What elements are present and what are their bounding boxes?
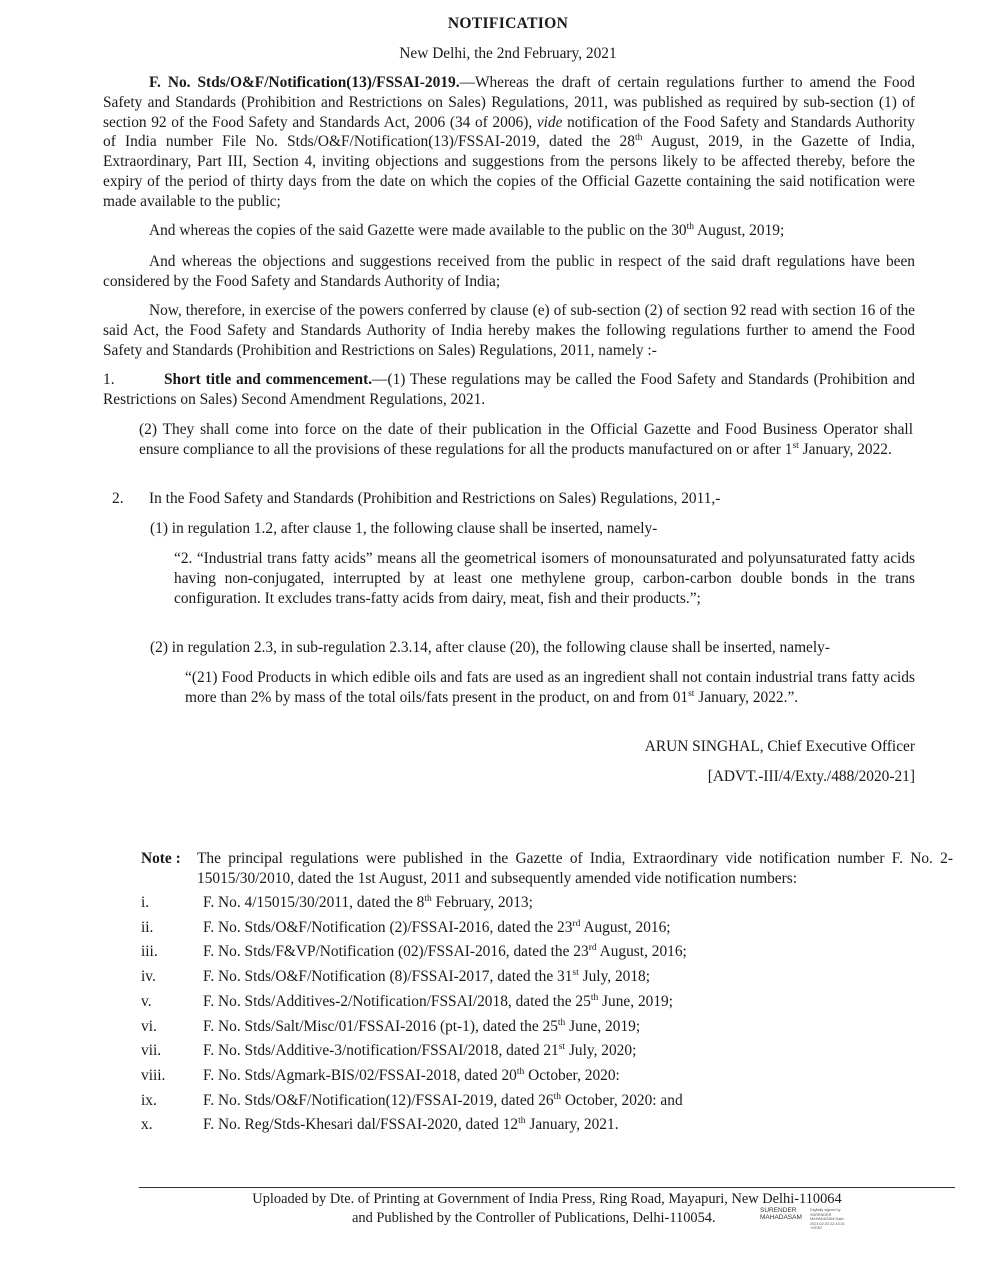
amendment-item-number: vi. <box>141 1018 157 1035</box>
section-2-number: 2. <box>112 490 124 507</box>
note-text: The principal regulations were published in the Gazette of India, Extraordinary vide notification number F. No. 2-15015/30/2010, dated the 1st August, 2011 and subsequently amended vide notification numbers: <box>197 850 953 887</box>
amendment-item: F. No. Reg/Stds-Khesari dal/FSSAI-2020, dated 12th January, 2021. <box>203 1116 619 1133</box>
amendment-item-number: x. <box>141 1116 153 1133</box>
amendment-item-number: ii. <box>141 919 154 936</box>
preamble-paragraph-4: Now, therefore, in exercise of the powers conferred by clause (e) of sub-section (2) of section 92 read with section 16 of the said Act, the Food Safety and Standards Authority of India hereby makes the following regulations further to amend the Food Safety and Standards (Prohibition and Restrictions on Sales) Regulations, 2011, namely :- <box>103 302 915 359</box>
section-2-clause-1: (1) in regulation 1.2, after clause 1, the following clause shall be inserted, namely- <box>150 520 658 537</box>
footer-rule <box>139 1187 955 1188</box>
signatory-name: ARUN SINGHAL, Chief Executive Officer <box>644 738 915 755</box>
preamble-paragraph-1: F. No. Stds/O&F/Notification(13)/FSSAI-2019.—Whereas the draft of certain regulations further to amend the Food Safety and Standards (Prohibition and Restrictions on Sales) Regulations, 2011, was published as required by sub-section (1) of section 92 of the Food Safety and Standards Act, 2006 (34 of 2006), vide notification of the Food Safety and Standards Authority of India number File No. Stds/O&F/Notification(13)/FSSAI-2019, dated the 28th August, 2019, in the Gazette of India, Extraordinary, Part III, Section 4, inviting objections and suggestions from the persons likely to be affected thereby, before the expiry of the period of thirty days from the date on which the copies of the Official Gazette containing the said notification were made available to the public; <box>103 74 915 210</box>
amendment-item: F. No. Stds/Additives-2/Notification/FSSAI/2018, dated the 25th June, 2019; <box>203 993 674 1010</box>
preamble-paragraph-2: And whereas the copies of the said Gazette were made available to the public on the 30th August, 2019; <box>149 222 785 239</box>
amendment-item-number: viii. <box>141 1067 166 1084</box>
digital-signature-name: SURENDER MAHADASAM <box>760 1207 802 1221</box>
amendment-item-number: vii. <box>141 1042 162 1059</box>
amendment-item-number: i. <box>141 894 150 911</box>
amendment-item: F. No. Stds/O&F/Notification(12)/FSSAI-2019, dated 26th October, 2020: and <box>203 1092 683 1109</box>
amendment-item: F. No. Stds/O&F/Notification (8)/FSSAI-2017, dated the 31st July, 2018; <box>203 968 651 985</box>
section-2-clause-2: (2) in regulation 2.3, in sub-regulation 2.3.14, after clause (20), the following clause shall be inserted, namely- <box>150 639 830 656</box>
amendment-item: F. No. Stds/Additive-3/notification/FSSAI/2018, dated 21st July, 2020; <box>203 1042 637 1059</box>
vide-word: vide <box>536 113 563 131</box>
amendment-item: F. No. Stds/F&VP/Notification (02)/FSSAI-2016, dated the 23rd August, 2016; <box>203 943 687 960</box>
amendment-item-number: ix. <box>141 1092 157 1109</box>
amendment-item-number: iv. <box>141 968 156 985</box>
advertisement-number: [ADVT.-III/4/Exty./488/2020-21] <box>707 768 915 785</box>
amendment-item: F. No. Stds/O&F/Notification (2)/FSSAI-2016, dated the 23rd August, 2016; <box>203 919 671 936</box>
amendment-item: F. No. Stds/Agmark-BIS/02/FSSAI-2018, dated 20th October, 2020: <box>203 1067 620 1084</box>
note-label: Note : <box>141 850 181 867</box>
file-reference: F. No. Stds/O&F/Notification(13)/FSSAI-2019. <box>149 74 460 91</box>
section-2-quote-1: “2. “Industrial trans fatty acids” means all the geometrical isomers of monounsaturated and polyunsaturated fatty acids having non-conjugated, interrupted by at least one methylene group, carbon-carbon double bonds in the trans configuration. It excludes trans-fatty acids from dairy, meat, fish and their products.”; <box>174 550 915 607</box>
section-1-text: Short title and commencement.—(1) These regulations may be called the Food Safety and Standards (Prohibition and Restrictions on Sales) Second Amendment Regulations, 2021. <box>103 371 915 408</box>
page-title: NOTIFICATION <box>447 15 569 32</box>
section-1-number: 1. <box>103 371 115 388</box>
digital-signature-detail: Digitally signed by SURENDER MAHADASAM Date: 2021.02.03 22:43:21 +05'30' <box>810 1208 845 1230</box>
amendment-item-number: iii. <box>141 943 158 960</box>
footer-line-1: Uploaded by Dte. of Printing at Government of India Press, Ring Road, Mayapuri, New Delhi-110064 <box>252 1191 842 1207</box>
amendment-item: F. No. 4/15015/30/2011, dated the 8th February, 2013; <box>203 894 533 911</box>
section-1-subsection-2: (2) They shall come into force on the date of their publication in the Official Gazette and Food Business Operator shall ensure compliance to all the provisions of these regulations for all the products manufactured on or after 1st January, 2022. <box>139 421 913 458</box>
dateline: New Delhi, the 2nd February, 2021 <box>399 45 617 62</box>
section-2-quote-2: “(21) Food Products in which edible oils and fats are used as an ingredient shall not contain industrial trans fatty acids more than 2% by mass of the total oils/fats present in the product, on and from 01st January, 2022.”. <box>185 669 915 706</box>
amendment-item-number: v. <box>141 993 152 1010</box>
footer-line-2: and Published by the Controller of Publications, Delhi-110054. <box>352 1210 716 1226</box>
preamble-paragraph-3: And whereas the objections and suggestions received from the public in respect of the said draft regulations have been considered by the Food Safety and Standards Authority of India; <box>103 253 915 290</box>
amendment-item: F. No. Stds/Salt/Misc/01/FSSAI-2016 (pt-1), dated the 25th June, 2019; <box>203 1018 641 1035</box>
section-2-intro: In the Food Safety and Standards (Prohibition and Restrictions on Sales) Regulations, 2011,- <box>149 490 721 507</box>
section-1-heading: Short title and commencement. <box>164 371 373 388</box>
